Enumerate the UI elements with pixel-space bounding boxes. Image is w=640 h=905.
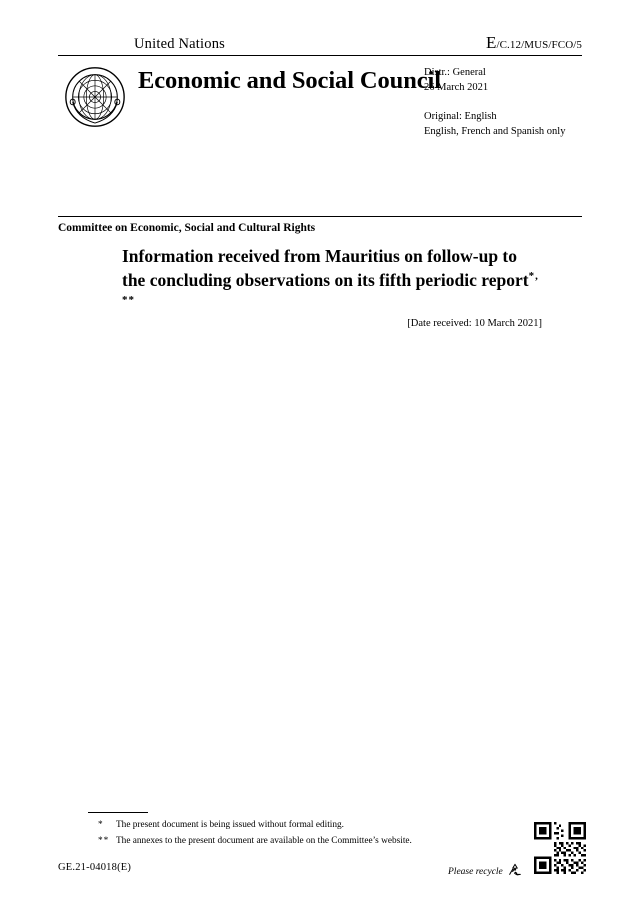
organ-title: Economic and Social Council bbox=[138, 67, 441, 94]
qr-code bbox=[534, 822, 586, 874]
distribution-date: 26 March 2021 bbox=[424, 81, 489, 93]
language-group bbox=[424, 110, 565, 140]
footnote-item bbox=[98, 818, 538, 834]
page-title bbox=[122, 245, 542, 316]
distribution-block bbox=[424, 66, 565, 140]
committee-name: Committee on Economic, Social and Cultural Rights bbox=[58, 222, 316, 234]
organization-name: United Nations bbox=[134, 36, 225, 52]
languages-note: English, French and Spanish only bbox=[424, 125, 566, 137]
footnote-mark: * bbox=[98, 820, 104, 830]
distribution-group bbox=[424, 66, 565, 96]
distribution-label: Distr.: General bbox=[424, 67, 486, 78]
document-symbol bbox=[486, 33, 582, 53]
original-language: Original: English bbox=[424, 110, 497, 122]
date-received: [Date received: 10 March 2021] bbox=[407, 318, 542, 329]
document-symbol-prefix: E bbox=[485, 33, 497, 52]
masthead bbox=[58, 33, 582, 137]
recycle-label: Please recycle bbox=[448, 866, 503, 877]
footnote-text: The present document is being issued without formal editing. bbox=[116, 820, 344, 830]
document-symbol-suffix: /C.12/MUS/FCO/5 bbox=[496, 39, 582, 51]
title-footnote-marks: *, ** bbox=[122, 269, 539, 306]
recycle-notice bbox=[448, 862, 523, 881]
page-title-text: Information received from Mauritius on follow-up to the concluding observations on its fifth periodic report bbox=[122, 246, 529, 290]
footnotes bbox=[98, 818, 538, 850]
footnote-mark: ** bbox=[98, 835, 110, 846]
masthead-body bbox=[58, 56, 582, 137]
footnote-text: The annexes to the present document are available on the Committee’s website. bbox=[116, 835, 412, 846]
recycle-icon bbox=[507, 862, 523, 881]
un-emblem-icon bbox=[64, 66, 126, 128]
job-number: GE.21-04018(E) bbox=[58, 862, 132, 873]
footnote-separator bbox=[88, 812, 148, 813]
footnote-item bbox=[98, 834, 538, 850]
masthead-top-row bbox=[58, 33, 582, 55]
committee-rule bbox=[58, 216, 582, 217]
